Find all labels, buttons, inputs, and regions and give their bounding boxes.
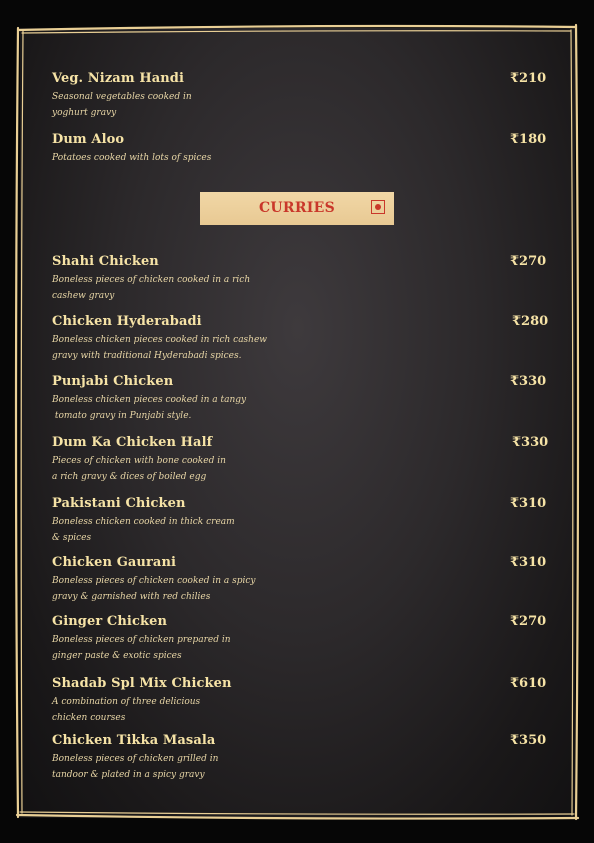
item-description: Boneless chicken cooked in thick cream (52, 517, 235, 527)
item-price: ₹330 (512, 435, 549, 450)
item-description: Boneless pieces of chicken cooked in a rich (52, 275, 251, 285)
item-description: yoghurt gravy (52, 107, 117, 118)
item-description: chicken courses (52, 712, 126, 723)
item-description: a rich gravy & dices of boiled egg (52, 471, 207, 482)
section-title: CURRIES (258, 200, 336, 216)
item-price: ₹180 (510, 132, 547, 147)
item-price: ₹210 (510, 71, 547, 86)
item-description: tandoor & plated in a spicy gravy (52, 769, 205, 780)
item-name: Chicken Hyderabadi (52, 314, 202, 329)
item-description: cashew gravy (52, 290, 115, 301)
item-description: Boneless pieces of chicken prepared in (52, 635, 231, 645)
non-veg-icon (371, 200, 385, 214)
item-price: ₹270 (510, 614, 547, 629)
item-description: Boneless pieces of chicken grilled in (52, 754, 219, 764)
item-name: Veg. Nizam Handi (52, 71, 184, 86)
item-description: Boneless chicken pieces cooked in rich cashew (52, 335, 268, 345)
item-description: Potatoes cooked with lots of spices (52, 153, 212, 163)
item-price: ₹310 (510, 496, 547, 511)
item-price: ₹310 (510, 555, 547, 570)
item-name: Pakistani Chicken (52, 496, 186, 511)
item-name: Ginger Chicken (52, 614, 168, 629)
item-description: Pieces of chicken with bone cooked in (52, 456, 226, 466)
section-banner-curries (200, 192, 394, 225)
item-description: Boneless chicken pieces cooked in a tangy (52, 395, 247, 405)
item-description: & spices (52, 532, 92, 543)
item-name: Punjabi Chicken (52, 374, 174, 389)
item-price: ₹280 (512, 314, 549, 329)
item-description: gravy & garnished with red chilies (52, 591, 211, 602)
item-description: gravy with traditional Hyderabadi spices. (52, 350, 242, 361)
item-name: Dum Aloo (52, 132, 125, 147)
item-description: A combination of three delicious (52, 697, 201, 707)
item-name: Chicken Tikka Masala (52, 733, 216, 748)
item-description: ginger paste & exotic spices (52, 650, 182, 661)
item-price: ₹350 (510, 733, 547, 748)
item-price: ₹270 (510, 254, 547, 269)
item-name: Chicken Gaurani (52, 555, 177, 570)
item-description: Seasonal vegetables cooked in (52, 92, 192, 102)
item-description: tomato gravy in Punjabi style. (52, 410, 192, 421)
item-price: ₹610 (510, 676, 547, 691)
item-name: Dum Ka Chicken Half (52, 435, 213, 450)
item-name: Shadab Spl Mix Chicken (52, 676, 232, 691)
item-price: ₹330 (510, 374, 547, 389)
item-name: Shahi Chicken (52, 254, 159, 269)
item-description: Boneless pieces of chicken cooked in a spicy (52, 576, 256, 586)
